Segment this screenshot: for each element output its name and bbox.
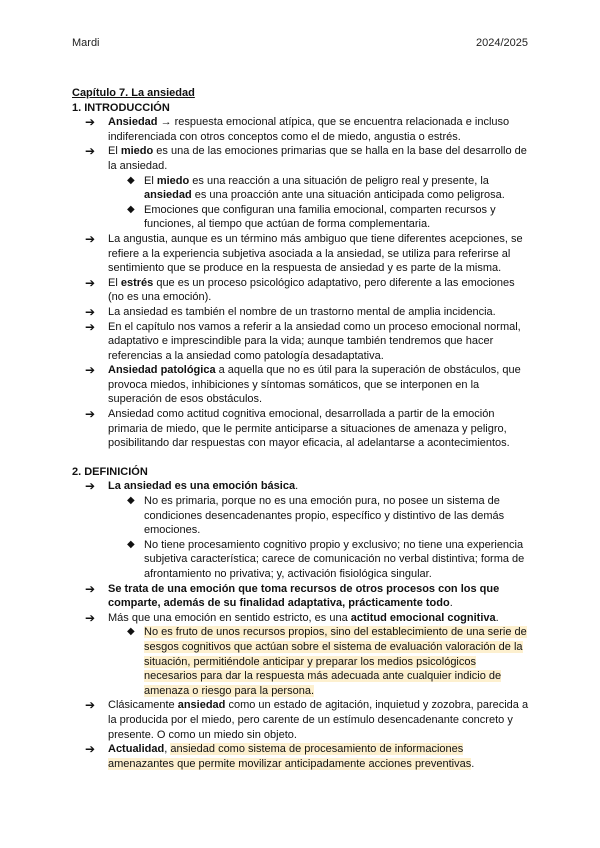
item-text: Ansiedad → respuesta emocional atípica, que se encuentra relacionada e incluso indiferenciada con otros conceptos como el de miedo, angustia o estrés. [108, 116, 510, 143]
arrow-bullet-icon: ➔ [85, 407, 96, 422]
list-item [72, 363, 532, 407]
arrow-bullet-icon: ➔ [85, 319, 96, 334]
item-text: En el capítulo nos vamos a referir a la ansiedad como un proceso emocional normal, adaptativo e imprescindible para la vida; aunque también tendremos que hacer referencias a la ansiedad como patología desadaptativa. [108, 320, 521, 362]
arrow-bullet-icon: ➔ [85, 610, 96, 625]
item-text: La angustia, aunque es un término más ambiguo que tiene diferentes acepciones, se refiere a la experiencia subjetiva asociada a la ansiedad, se utiliza para referirse al sentimiento que se produce en la respuesta de ansiedad y es parte de la misma. [108, 232, 523, 275]
diamond-bullet-icon: ◆ [127, 203, 135, 215]
arrow-bullet-icon: ➔ [85, 581, 96, 596]
arrow-bullet-icon: ➔ [85, 479, 96, 494]
list-item [72, 407, 532, 451]
item-text: La ansiedad es una emoción básica. [108, 480, 299, 493]
sub-list-item [72, 538, 532, 582]
arrow-bullet-icon: ➔ [85, 231, 96, 246]
section-title: 1. INTRODUCCIÓN [72, 101, 170, 114]
arrow-bullet-icon: ➔ [85, 144, 96, 159]
list-item [72, 276, 532, 305]
item-text: El miedo es una de las emociones primarias que se halla en la base del desarrollo de la ansiedad. [108, 145, 527, 172]
list-item [72, 611, 532, 626]
item-text: Actualidad, ansiedad como sistema de procesamiento de informaciones amenazantes que permite movilizar anticipadamente acciones preventivas. [108, 743, 475, 770]
sub-list-item [72, 203, 532, 232]
diamond-bullet-icon: ◆ [127, 495, 135, 507]
list-item [72, 305, 532, 320]
diamond-bullet-icon: ◆ [127, 174, 135, 186]
section-gap [72, 451, 532, 465]
arrow-bullet-icon: ➔ [85, 304, 96, 319]
diamond-bullet-icon: ◆ [127, 626, 135, 638]
item-text: No es primaria, porque no es una emoción pura, no posee un sistema de condiciones desencadenantes propio, específico y distintivo de las demás emociones. [144, 495, 505, 537]
document-body [72, 86, 532, 771]
sub-list-item [72, 494, 532, 538]
item-text: No tiene procesamiento cognitivo propio y exclusivo; no tiene una experiencia subjetiva característica; carece de comunicación no verbal distintiva; forma de afrontamiento no privativa; y, activación fisiológica singular. [144, 538, 525, 580]
header-right: 2024/2025 [476, 37, 528, 49]
arrow-bullet-icon: ➔ [85, 363, 96, 378]
item-text: Clásicamente ansiedad como un estado de agitación, inquietud y zozobra, parecida a la producida por el miedo, pero carente de un estímulo desencadenante concreto y presente. O como un miedo sin objeto. [108, 699, 529, 741]
header-left: Mardi [72, 37, 100, 49]
section-title: 2. DEFINICIÓN [72, 465, 148, 478]
arrow-bullet-icon: ➔ [85, 115, 96, 130]
sections-container [72, 101, 532, 772]
sub-list-item [72, 625, 532, 698]
item-text: El estrés que es un proceso psicológico adaptativo, pero diferente a las emociones (no es una emoción). [108, 276, 515, 304]
item-text: Más que una emoción en sentido estricto, es una actitud emocional cognitiva. [108, 611, 499, 624]
arrow-bullet-icon: ➔ [85, 275, 96, 290]
item-text: Ansiedad patológica a aquella que no es útil para la superación de obstáculos, que provoca miedos, inhibiciones y síntomas somáticos, que se interponen en la superación de esos obstáculos. [108, 364, 521, 406]
list-item [72, 232, 532, 276]
list-item [72, 698, 532, 742]
item-text: El miedo es una reacción a una situación de peligro real y presente, la ansiedad es una proacción ante una situación anticipada como peligrosa. [144, 174, 505, 202]
list-item [72, 115, 532, 144]
list-item [72, 479, 532, 494]
arrow-bullet-icon: ➔ [85, 742, 96, 757]
chapter-title: Capítulo 7. La ansiedad [72, 87, 195, 99]
list-item [72, 320, 532, 364]
list-item [72, 742, 532, 771]
item-text: Emociones que configuran una familia emocional, comparten recursos y funciones, al tiempo que actúan de forma complementaria. [144, 203, 496, 231]
item-text: La ansiedad es también el nombre de un trastorno mental de amplia incidencia. [108, 305, 496, 318]
item-text: No es fruto de unos recursos propios, sino del establecimiento de una serie de sesgos cognitivos que actúan sobre el sistema de evaluación valoración de la situación, permitiéndole anticipar y preparar los medios psicológicos necesarios para dar la respuesta más adecuada ante cualquier indicio de amenaza o riesgo para la persona. [144, 626, 527, 697]
arrow-bullet-icon: ➔ [85, 698, 96, 713]
list-item [72, 144, 532, 173]
item-text: Se trata de una emoción que toma recursos de otros procesos con los que comparte, además de su finalidad adaptativa, prácticamente todo. [108, 582, 500, 610]
list-item [72, 582, 532, 611]
diamond-bullet-icon: ◆ [127, 538, 135, 550]
item-text: Ansiedad como actitud cognitiva emocional, desarrollada a partir de la emoción primaria de miedo, que le permite anticiparse a situaciones de amenaza y peligro, posibilitando dar respuestas con mayor eficacia, al adelantarse a acontecimientos. [108, 408, 510, 450]
sub-list-item [72, 174, 532, 203]
